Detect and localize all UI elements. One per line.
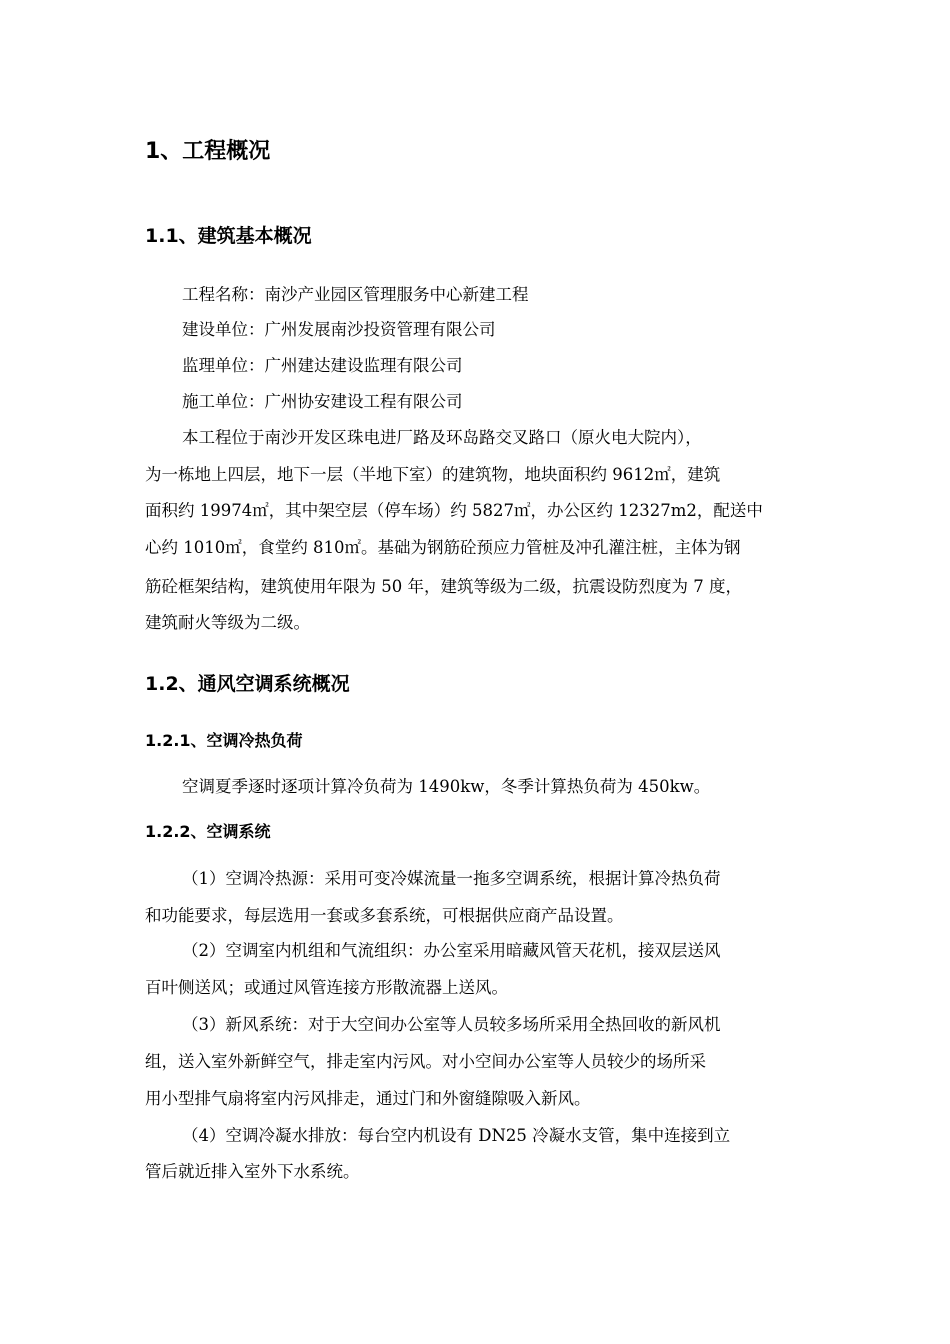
- system-text-line: （1）空调冷热源：采用可变冷媒流量一拖多空调系统，根据计算冷热负荷: [182, 869, 721, 888]
- description-line: 为一栋地上四层，地下一层（半地下室）的建筑物，地块面积约 9612㎡，建筑: [145, 465, 721, 484]
- system-text-line: （2）空调室内机组和气流组织：办公室采用暗藏风管天花机，接双层送风: [182, 941, 721, 960]
- project-name-line: 工程名称：南沙产业园区管理服务中心新建工程: [182, 285, 529, 304]
- client-line: 建设单位：广州发展南沙投资管理有限公司: [182, 320, 496, 339]
- system-text-line: 组，送入室外新鲜空气，排走室内污风。对小空间办公室等人员较少的场所采: [145, 1052, 706, 1071]
- heading-air-conditioning-system: 1.2.2、空调系统: [145, 822, 271, 841]
- system-text-line: 百叶侧送风；或通过风管连接方形散流器上送风。: [145, 978, 508, 997]
- description-line: 本工程位于南沙开发区珠电进厂路及环岛路交叉路口（原火电大院内），: [182, 428, 702, 447]
- description-line: 建筑耐火等级为二级。: [145, 613, 310, 632]
- system-text-line: 用小型排气扇将室内污风排走，通过门和外窗缝隙吸入新风。: [145, 1089, 591, 1108]
- contractor-line: 施工单位：广州协安建设工程有限公司: [182, 392, 463, 411]
- heading-cooling-heating-load: 1.2.1、空调冷热负荷: [145, 731, 303, 750]
- system-text-line: 和功能要求，每层选用一套或多套系统，可根据供应商产品设置。: [145, 906, 624, 925]
- heading-building-overview: 1.1、建筑基本概况: [145, 225, 312, 247]
- system-text-line: 管后就近排入室外下水系统。: [145, 1162, 360, 1181]
- supervisor-line: 监理单位：广州建达建设监理有限公司: [182, 356, 463, 375]
- system-text-line: （3）新风系统：对于大空间办公室等人员较多场所采用全热回收的新风机: [182, 1015, 721, 1034]
- description-line: 心约 1010㎡，食堂约 810㎡。基础为钢筋砼预应力管桩及冲孔灌注桩，主体为钢: [145, 538, 741, 557]
- description-line: 面积约 19974㎡，其中架空层（停车场）约 5827㎡，办公区约 12327m2，配送中: [145, 501, 763, 520]
- load-text: 空调夏季逐时逐项计算冷负荷为 1490kw，冬季计算热负荷为 450kw。: [182, 777, 711, 796]
- heading-project-overview: 1、工程概况: [145, 139, 271, 164]
- system-text-line: （4）空调冷凝水排放：每台空内机设有 DN25 冷凝水支管，集中连接到立: [182, 1126, 731, 1145]
- description-line: 筋砼框架结构，建筑使用年限为 50 年，建筑等级为二级，抗震设防烈度为 7 度，: [145, 577, 742, 596]
- heading-hvac-overview: 1.2、通风空调系统概况: [145, 673, 350, 695]
